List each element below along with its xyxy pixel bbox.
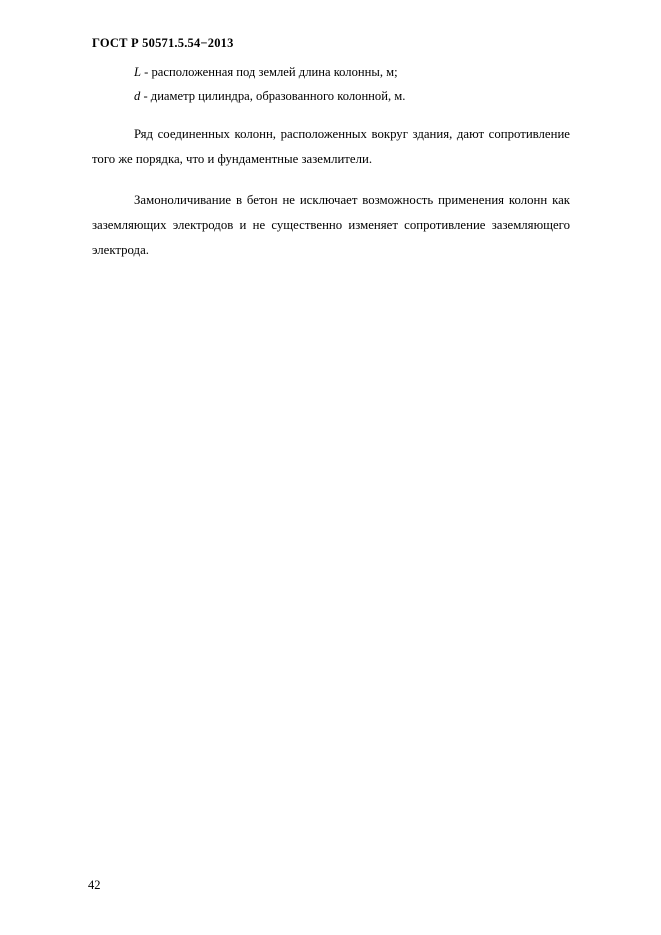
definition-text: - диаметр цилиндра, образованного колонной, м. xyxy=(140,89,406,103)
definition-symbol: d xyxy=(134,89,141,103)
body-paragraph: Замоноличивание в бетон не исключает возможность применения колонн как заземляющих электродов и не существенно изменяет сопротивление заземляющего электрода. xyxy=(92,193,570,257)
definition-text: - расположенная под землей длина колонны, м; xyxy=(141,65,398,79)
document-header: ГОСТ Р 50571.5.54−2013 xyxy=(92,36,234,50)
definition-symbol: L xyxy=(134,65,142,79)
definition-line xyxy=(92,60,570,84)
body-paragraph: Ряд соединенных колонн, расположенных вокруг здания, дают сопротивление того же порядка, что и фундаментные заземлители. xyxy=(92,127,570,166)
document-body xyxy=(92,60,570,276)
definition-line xyxy=(92,84,570,108)
page-number: 42 xyxy=(88,878,101,892)
